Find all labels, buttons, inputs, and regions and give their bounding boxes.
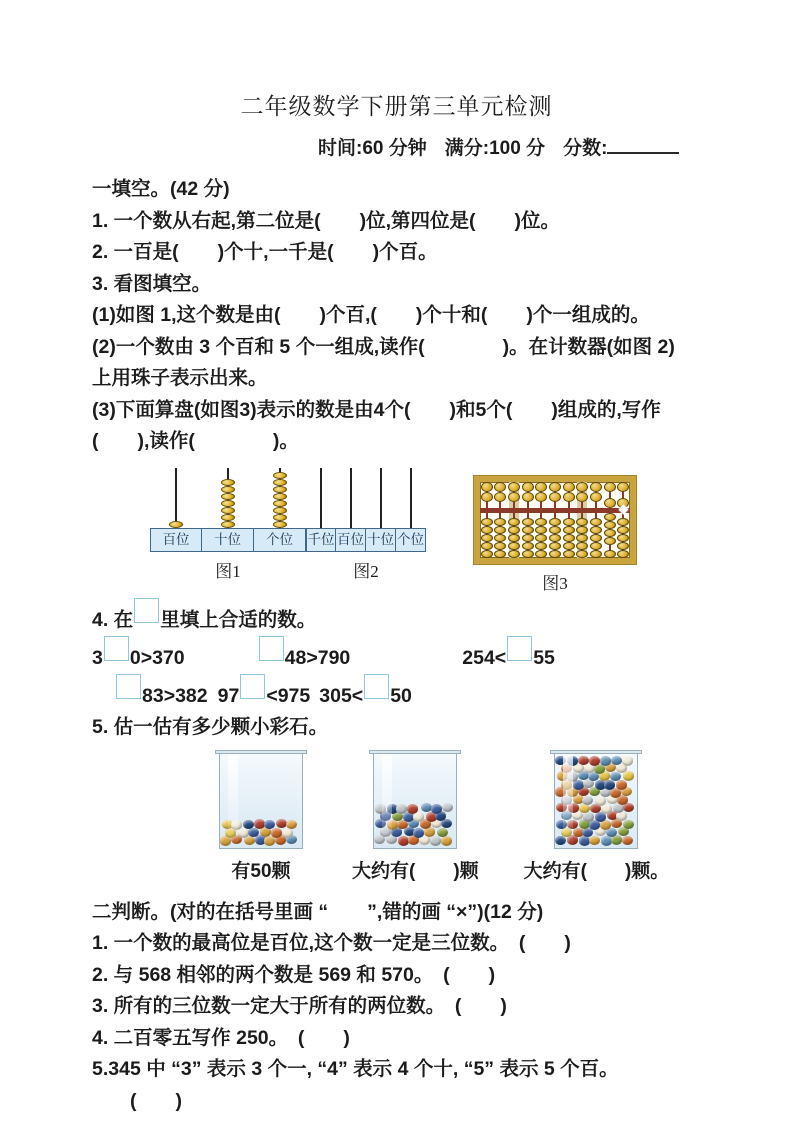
abacus-bead: [508, 518, 520, 526]
jar-figure-1: [215, 750, 307, 883]
colored-stone: [282, 828, 293, 838]
counter-bead: [273, 514, 287, 521]
abacus-bead: [494, 492, 506, 502]
colored-stone: [437, 828, 448, 838]
colored-stone: [421, 803, 432, 813]
abacus-bead: [481, 518, 493, 526]
section1-heading: 一填空。(42 分): [92, 178, 230, 200]
s2-question-2: 2. 与 568 相邻的两个数是 569 和 570。 ( ): [92, 963, 496, 986]
place-value-label: 个位: [395, 528, 426, 552]
abacus-bead: [481, 542, 493, 550]
counter-bead: [169, 521, 183, 528]
counter-rod: [175, 468, 177, 528]
counter-bead: [221, 493, 235, 500]
colored-stone: [430, 836, 441, 846]
colored-stone: [589, 820, 600, 830]
abacus-bead: [481, 492, 493, 502]
s2-question-3: 3. 所有的三位数一定大于所有的两位数。 ( ): [92, 995, 507, 1017]
abacus: [474, 476, 636, 564]
colored-stone: [555, 836, 566, 846]
place-value-label: 十位: [365, 528, 396, 552]
colored-stone: [254, 819, 265, 829]
abacus-bead: [522, 492, 534, 502]
abacus-bead: [549, 550, 561, 558]
colored-stone: [555, 787, 566, 797]
colored-stone: [413, 828, 424, 838]
cmp-post: 83>382: [142, 685, 208, 707]
comparison-item: [218, 674, 311, 712]
colored-stone: [286, 820, 297, 830]
jar-image: [373, 754, 457, 849]
s1-question-3-2-line1: (2)一个数由 3 个百和 5 个一组成,读作( )。在计数器(如图 2): [92, 335, 675, 358]
s1-question-3-1: (1)如图 1,这个数是由( )个百,( )个十和( )个一组成的。: [92, 304, 650, 326]
jar-2-caption: 大约有( )颗: [352, 860, 479, 882]
counter-rod: [380, 468, 382, 528]
cmp-pre: 305<: [319, 685, 364, 707]
colored-stone: [579, 804, 590, 814]
jars-row: [215, 750, 701, 883]
figures-row: [150, 468, 701, 594]
figure-3-caption: 图3: [542, 573, 568, 593]
meta-score-label: 分数:: [563, 138, 608, 159]
counter-bead: [273, 500, 287, 507]
colored-stone: [375, 819, 386, 829]
counter-rod: [410, 468, 412, 528]
comparison-item: [258, 636, 351, 674]
s1-question-3-2-line2: 上用珠子表示出来。: [92, 367, 268, 389]
abacus-bead: [508, 542, 520, 550]
abacus-bead: [549, 534, 561, 542]
abacus-bead: [617, 534, 629, 542]
counter-bead: [221, 500, 235, 507]
cmp-pre: 97: [217, 685, 240, 707]
abacus-bead: [535, 526, 547, 534]
counter-bead: [221, 479, 235, 486]
s1-question-5: 5. 估一估有多少颗小彩石。: [92, 716, 329, 738]
place-value-label: 百位: [150, 528, 202, 552]
abacus-bead: [563, 550, 575, 558]
colored-stone: [561, 795, 572, 805]
colored-stone: [441, 836, 452, 846]
counter-bead: [273, 493, 287, 500]
abacus-bead: [494, 542, 506, 550]
place-value-label: 百位: [335, 528, 366, 552]
colored-stone: [555, 756, 566, 766]
colored-stone: [583, 812, 594, 822]
figure-2-caption: 图2: [353, 561, 379, 581]
colored-stone: [380, 827, 391, 837]
colored-stone: [561, 828, 572, 838]
colored-stone: [622, 756, 633, 766]
colored-stone: [567, 772, 578, 782]
abacus-bead: [590, 550, 602, 558]
abacus-bead: [522, 518, 534, 526]
abacus-bead: [508, 526, 520, 534]
counter-bead: [221, 486, 235, 493]
answer-box: [364, 674, 389, 699]
colored-stone: [220, 836, 231, 846]
colored-stone: [556, 803, 567, 813]
s1-question-3: 3. 看图填空。: [92, 272, 212, 295]
cmp-pre: 3: [92, 647, 103, 669]
colored-stone: [561, 811, 572, 821]
abacus-bead: [576, 534, 588, 542]
jar-image: [554, 754, 638, 849]
counter-bead: [273, 507, 287, 514]
colored-stone: [374, 835, 385, 845]
abacus-bead: [576, 518, 588, 526]
page-title: 二年级数学下册第三单元检测: [240, 94, 553, 119]
abacus-bead: [563, 492, 575, 502]
abacus-bead: [604, 550, 616, 558]
abacus-bead: [508, 482, 520, 492]
counter-bead: [273, 521, 287, 528]
colored-stone: [573, 780, 584, 790]
colored-stone: [398, 836, 409, 846]
q4-text-post: 里填上合适的数。: [160, 608, 317, 631]
counter-rod: [350, 468, 352, 528]
abacus-bead: [481, 550, 493, 558]
comparison-row-2: [115, 674, 701, 712]
abacus-bead: [549, 482, 561, 492]
abacus-bead: [604, 537, 616, 545]
counter-bead: [221, 521, 235, 528]
colored-stone: [568, 803, 579, 813]
abacus-bead: [549, 526, 561, 534]
section2-heading: 二判断。(对的在括号里画 “ ”,错的画 “×”)(12 分): [92, 900, 544, 923]
answer-box: [507, 636, 532, 661]
figure-1-counter: [150, 468, 306, 582]
figure-2-counter: [306, 468, 426, 582]
s1-question-1: 1. 一个数从右起,第二位是( )位,第四位是( )位。: [92, 209, 560, 232]
colored-stone: [589, 756, 600, 766]
colored-stone: [623, 820, 634, 830]
abacus-bead: [604, 529, 616, 537]
abacus-bead: [563, 518, 575, 526]
paper-body: [92, 174, 701, 1117]
abacus-bead: [590, 492, 602, 502]
answer-box: [134, 598, 159, 623]
abacus-bead: [576, 550, 588, 558]
jar-1-caption: 有50颗: [231, 860, 291, 882]
s1-question-3-3-line1: (3)下面算盘(如图3)表示的数是由4个( )和5个( )组成的,写作: [92, 398, 661, 421]
place-value-label: 个位: [253, 528, 306, 552]
answer-box: [240, 674, 265, 699]
figure-3-abacus: [474, 476, 636, 594]
answer-box: [104, 636, 129, 661]
abacus-bead: [535, 550, 547, 558]
counter-bead: [273, 486, 287, 493]
jar-figure-2: [352, 750, 479, 883]
jar-3-caption: 大约有( )颗。: [523, 860, 670, 882]
s2-question-4: 4. 二百零五写作 250。 ( ): [92, 1026, 350, 1049]
colored-stone: [231, 820, 242, 830]
s1-question-2: 2. 一百是( )个十,一千是( )个百。: [92, 241, 438, 263]
abacus-bead: [590, 518, 602, 526]
abacus-bead: [604, 513, 616, 521]
abacus-bead: [494, 526, 506, 534]
abacus-bead: [576, 526, 588, 534]
abacus-bead: [522, 526, 534, 534]
abacus-bead: [563, 482, 575, 492]
abacus-bead: [576, 542, 588, 550]
abacus-bead: [535, 518, 547, 526]
colored-stone: [567, 756, 578, 766]
comparison-item: [115, 674, 208, 712]
abacus-bead: [522, 482, 534, 492]
colored-stone: [561, 780, 572, 790]
colored-stone: [222, 820, 233, 830]
abacus-bead: [549, 518, 561, 526]
abacus-bead: [481, 482, 493, 492]
abacus-bead: [590, 534, 602, 542]
colored-stone: [557, 771, 568, 781]
colored-stone: [556, 820, 567, 830]
counter-bead: [221, 514, 235, 521]
answer-box: [259, 636, 284, 661]
abacus-bead: [522, 542, 534, 550]
s2-question-5-line1: 5.345 中 “3” 表示 3 个一, “4” 表示 4 个十, “5” 表示 5 个百。: [92, 1058, 619, 1080]
colored-stone: [600, 756, 611, 766]
abacus-bead: [494, 482, 506, 492]
cmp-post: <975: [266, 685, 311, 707]
abacus-bead: [617, 482, 629, 492]
abacus-bead: [535, 542, 547, 550]
header-meta: [318, 133, 793, 160]
place-value-label: 十位: [201, 528, 254, 552]
abacus-bead: [494, 518, 506, 526]
place-value-label: 千位: [306, 528, 336, 552]
abacus-bead: [590, 542, 602, 550]
cmp-post: 55: [533, 647, 555, 669]
colored-stone: [601, 836, 612, 846]
abacus-bead: [481, 534, 493, 542]
abacus-bead: [494, 550, 506, 558]
abacus-bead: [535, 482, 547, 492]
abacus-bead: [508, 534, 520, 542]
colored-stone: [623, 771, 634, 781]
comparison-item: [92, 636, 185, 674]
colored-stone: [431, 804, 442, 814]
abacus-bead: [604, 521, 616, 529]
colored-stone: [589, 836, 600, 846]
answer-box: [116, 674, 141, 699]
abacus-bead: [535, 534, 547, 542]
counter-bead: [273, 479, 287, 486]
abacus-bead: [494, 534, 506, 542]
colored-stone: [225, 828, 236, 838]
abacus-bead: [617, 526, 629, 534]
colored-stone: [442, 803, 453, 813]
abacus-bead: [590, 482, 602, 492]
s2-question-5-line2: ( ): [130, 1089, 182, 1112]
score-blank-line: [607, 133, 679, 154]
counter-rod: [320, 468, 322, 528]
colored-stone: [594, 764, 605, 774]
counter-bead: [273, 472, 287, 479]
abacus-bead: [549, 542, 561, 550]
abacus-bead: [604, 482, 616, 492]
place-value-counter-3: [150, 468, 306, 552]
jar-image: [219, 754, 303, 849]
figure-1-caption: 图1: [215, 561, 241, 581]
abacus-bead: [563, 526, 575, 534]
cmp-post: 50: [390, 685, 412, 707]
abacus-bead: [604, 498, 616, 508]
abacus-bead: [617, 518, 629, 526]
abacus-bead: [617, 542, 629, 550]
q4-text-pre: 4. 在: [92, 608, 134, 631]
s1-question-4: [92, 598, 701, 637]
colored-stone: [578, 756, 589, 766]
place-value-counter-4: [306, 468, 426, 552]
abacus-bead: [481, 526, 493, 534]
abacus-bead: [522, 534, 534, 542]
comparison-row-1: [92, 636, 701, 674]
abacus-bead: [522, 550, 534, 558]
cmp-post: 0>370: [129, 647, 185, 669]
abacus-bead: [508, 492, 520, 502]
cmp-pre: 254<: [462, 647, 507, 669]
counter-bead: [221, 507, 235, 514]
abacus-bead: [563, 534, 575, 542]
cmp-post: 48>790: [284, 647, 351, 669]
meta-full-score: 满分:100 分: [444, 138, 546, 159]
abacus-bead: [535, 492, 547, 502]
colored-stone: [375, 804, 386, 814]
abacus-bead: [549, 492, 561, 502]
abacus-bead: [576, 492, 588, 502]
jar-figure-3: [524, 750, 670, 883]
colored-stone: [601, 804, 612, 814]
abacus-bead: [563, 542, 575, 550]
abacus-bead: [590, 526, 602, 534]
abacus-bead: [508, 550, 520, 558]
meta-time: 时间:60 分钟: [318, 138, 427, 159]
colored-stone: [595, 796, 606, 806]
comparison-item: [462, 636, 555, 674]
colored-stone: [561, 764, 572, 774]
colored-stone: [622, 836, 633, 846]
section-2: [92, 897, 701, 1118]
colored-stone: [380, 811, 391, 821]
colored-stone: [407, 804, 418, 814]
abacus-bead: [617, 550, 629, 558]
s2-question-1: 1. 一个数的最高位是百位,这个数一定是三位数。 ( ): [92, 932, 571, 954]
abacus-bead: [576, 482, 588, 492]
s1-question-3-3-line2: ( ),读作( )。: [92, 430, 299, 452]
comparison-item: [319, 674, 412, 712]
